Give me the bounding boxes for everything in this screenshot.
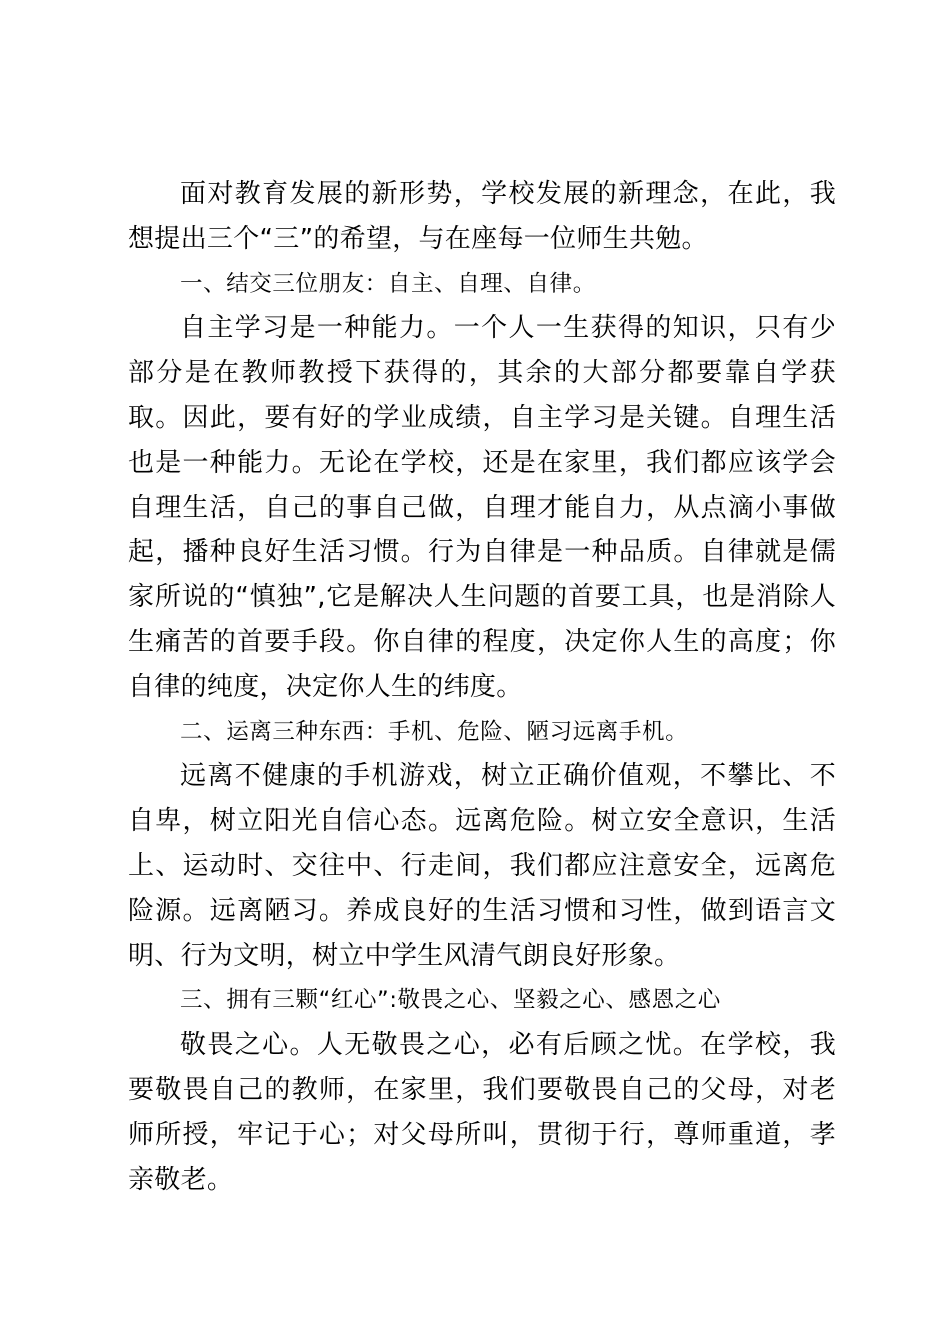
section-1-heading: 一、结交三位朋友：自主、自理、自律。 (180, 270, 596, 297)
section-3-heading: 三、拥有三颗“红心”:敬畏之心、坚毅之心、感恩之心 (180, 987, 721, 1014)
section-1-paragraph: 自主学习是一种能力。一个人一生获得的知识，只有少部分是在教师教授下获得的，其余的大部分都要靠自学获取。因此，要有好的学业成绩，自主学习是关键。自理生活也是一种能力。无论在学校，还是在家里，我们都应该学会自理生活，自己的事自己做，自理才能自力，从点滴小事做起，播种良好生活习惯。行为自律是一种品质。自律就是儒家所说的“慎独”,它是解决人生问题的首要工具，也是消除人生痛苦的首要手段。你自律的程度，决定你人生的高度；你自律的纯度，决定你人生的纬度。 (128, 313, 836, 702)
section-2-heading: 二、运离三种东西：手机、危险、陋习远离手机。 (180, 718, 689, 745)
intro-paragraph: 面对教育发展的新形势，学校发展的新理念，在此，我想提出三个“三”的希望，与在座每一位师生共勉。 (128, 179, 836, 254)
section-3-paragraph: 敬畏之心。人无敬畏之心，必有后顾之忧。在学校，我要敬畏自己的教师，在家里，我们要敬畏自己的父母，对老师所授，牢记于心；对父母所叫，贯彻于行，尊师重道，孝亲敬老。 (128, 1030, 836, 1195)
document-page (128, 172, 836, 1202)
section-2-paragraph: 远离不健康的手机游戏，树立正确价值观，不攀比、不自卑，树立阳光自信心态。远离危险。树立安全意识，生活上、运动时、交往中、行走间，我们都应注意安全，远离危险源。远离陋习。养成良好的生活习惯和习性，做到语言文明、行为文明，树立中学生风清气朗良好形象。 (128, 761, 836, 971)
